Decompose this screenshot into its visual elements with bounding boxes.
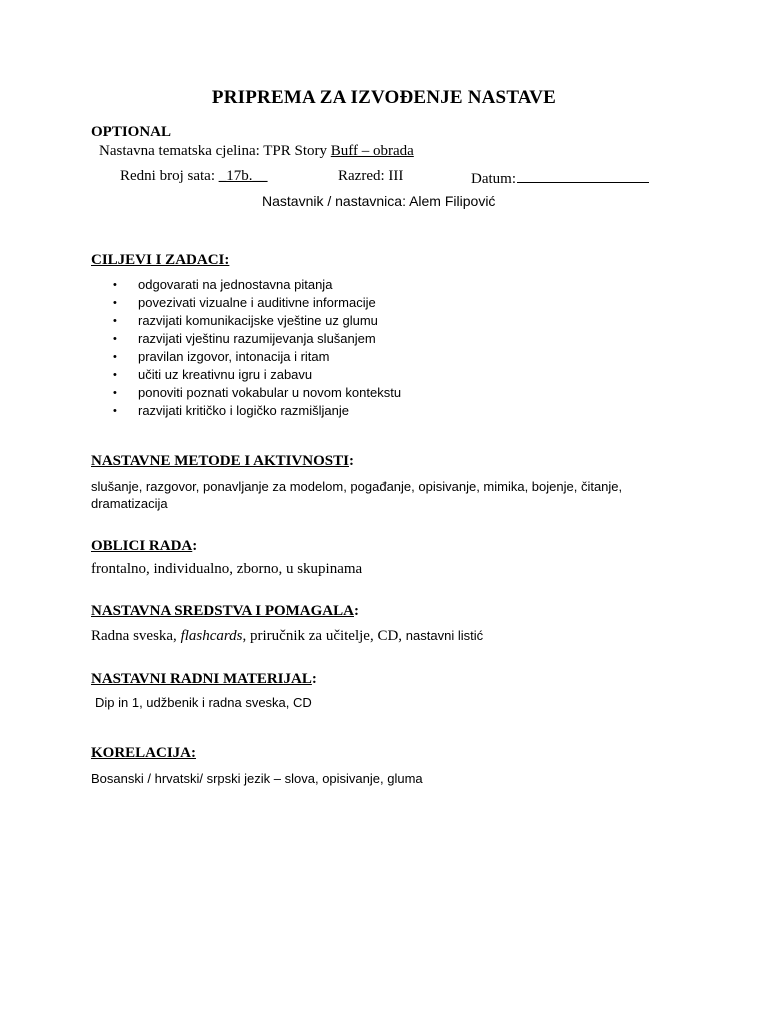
goal-item [110, 384, 401, 402]
heading-materijal [91, 670, 317, 688]
goal-item [110, 276, 401, 294]
sredstva-tail: nastavni listić [405, 628, 484, 643]
datum-label: Datum: [471, 171, 516, 187]
heading-metode [91, 452, 354, 470]
bullet-icon: • [113, 333, 117, 345]
tematska-prefix: Nastavna tematska cjelina: TPR Story [99, 143, 331, 159]
goal-text: pravilan izgovor, intonacija i ritam [138, 349, 330, 364]
metode-line-1: slušanje, razgovor, ponavljanje za modelom, pogađanje, opisivanje, mimika, bojenje, čitanje, [91, 479, 623, 494]
goal-item [110, 330, 401, 348]
materijal-text: Dip in 1, udžbenik i radna sveska, CD [95, 695, 312, 710]
tematska-cjelina [99, 143, 414, 160]
goal-text: učiti uz kreativnu igru i zabavu [138, 367, 313, 382]
goal-item [110, 312, 401, 330]
bullet-icon: • [113, 297, 117, 309]
bullet-icon: • [113, 387, 117, 399]
datum-blank-line [517, 168, 649, 183]
heading-ciljevi: CILJEVI I ZADACI: [91, 252, 230, 268]
bullet-icon: • [113, 369, 117, 381]
goals-list [110, 276, 401, 420]
goal-item [110, 366, 401, 384]
datum [471, 168, 649, 188]
heading-oblici [91, 537, 197, 555]
bullet-icon: • [113, 279, 117, 291]
heading-sredstva-colon: : [353, 603, 359, 619]
metode-line-2: dramatizacija [91, 496, 168, 511]
heading-oblici-text: OBLICI RADA [91, 538, 193, 554]
goal-item [110, 348, 401, 366]
heading-metode-colon: : [349, 453, 354, 469]
goal-text: razvijati kritičko i logičko razmišljanje [138, 403, 349, 418]
document-title: PRIPREMA ZA IZVOĐENJE NASTAVE [211, 87, 557, 108]
redni-broj-sata [120, 168, 267, 185]
korelacija-text: Bosanski / hrvatski/ srpski jezik – slova, opisivanje, gluma [91, 771, 423, 786]
sredstva-prefix: Radna sveska, [91, 628, 181, 644]
goal-item [110, 294, 401, 312]
heading-korelacija: KORELACIJA: [91, 745, 197, 761]
sredstva-middle: , priručnik za učitelje, CD, [242, 628, 406, 644]
redni-value: _17b.__ [218, 168, 268, 184]
redni-label: Redni broj sata: [120, 168, 219, 184]
tematska-topic: Buff – obrada [330, 143, 414, 159]
heading-sredstva [91, 602, 359, 620]
heading-oblici-colon: : [192, 538, 198, 554]
sredstva-text [91, 628, 483, 645]
goal-text: razvijati komunikacijske vještine uz glumu [138, 313, 378, 328]
goal-text: povezivati vizualne i auditivne informacije [138, 295, 376, 310]
bullet-icon: • [113, 405, 117, 417]
heading-materijal-colon: : [311, 671, 317, 687]
bullet-icon: • [113, 315, 117, 327]
oblici-text: frontalno, individualno, zborno, u skupinama [91, 561, 363, 577]
metode-text [91, 478, 622, 512]
goal-text: razvijati vještinu razumijevanja slušanjem [138, 331, 376, 346]
goal-text: odgovarati na jednostavna pitanja [138, 277, 333, 292]
sredstva-italic: flashcards [180, 628, 243, 644]
heading-metode-text: NASTAVNE METODE I AKTIVNOSTI [91, 453, 349, 469]
bullet-icon: • [113, 351, 117, 363]
razred: Razred: III [338, 168, 404, 184]
heading-materijal-text: NASTAVNI RADNI MATERIJAL [91, 671, 312, 687]
heading-sredstva-text: NASTAVNA SREDSTVA I POMAGALA [91, 603, 354, 619]
goal-text: ponoviti poznati vokabular u novom kontekstu [138, 385, 402, 400]
goal-item [110, 402, 401, 420]
optional-label: OPTIONAL [91, 124, 172, 140]
nastavnik: Nastavnik / nastavnica: Alem Filipović [262, 193, 496, 209]
